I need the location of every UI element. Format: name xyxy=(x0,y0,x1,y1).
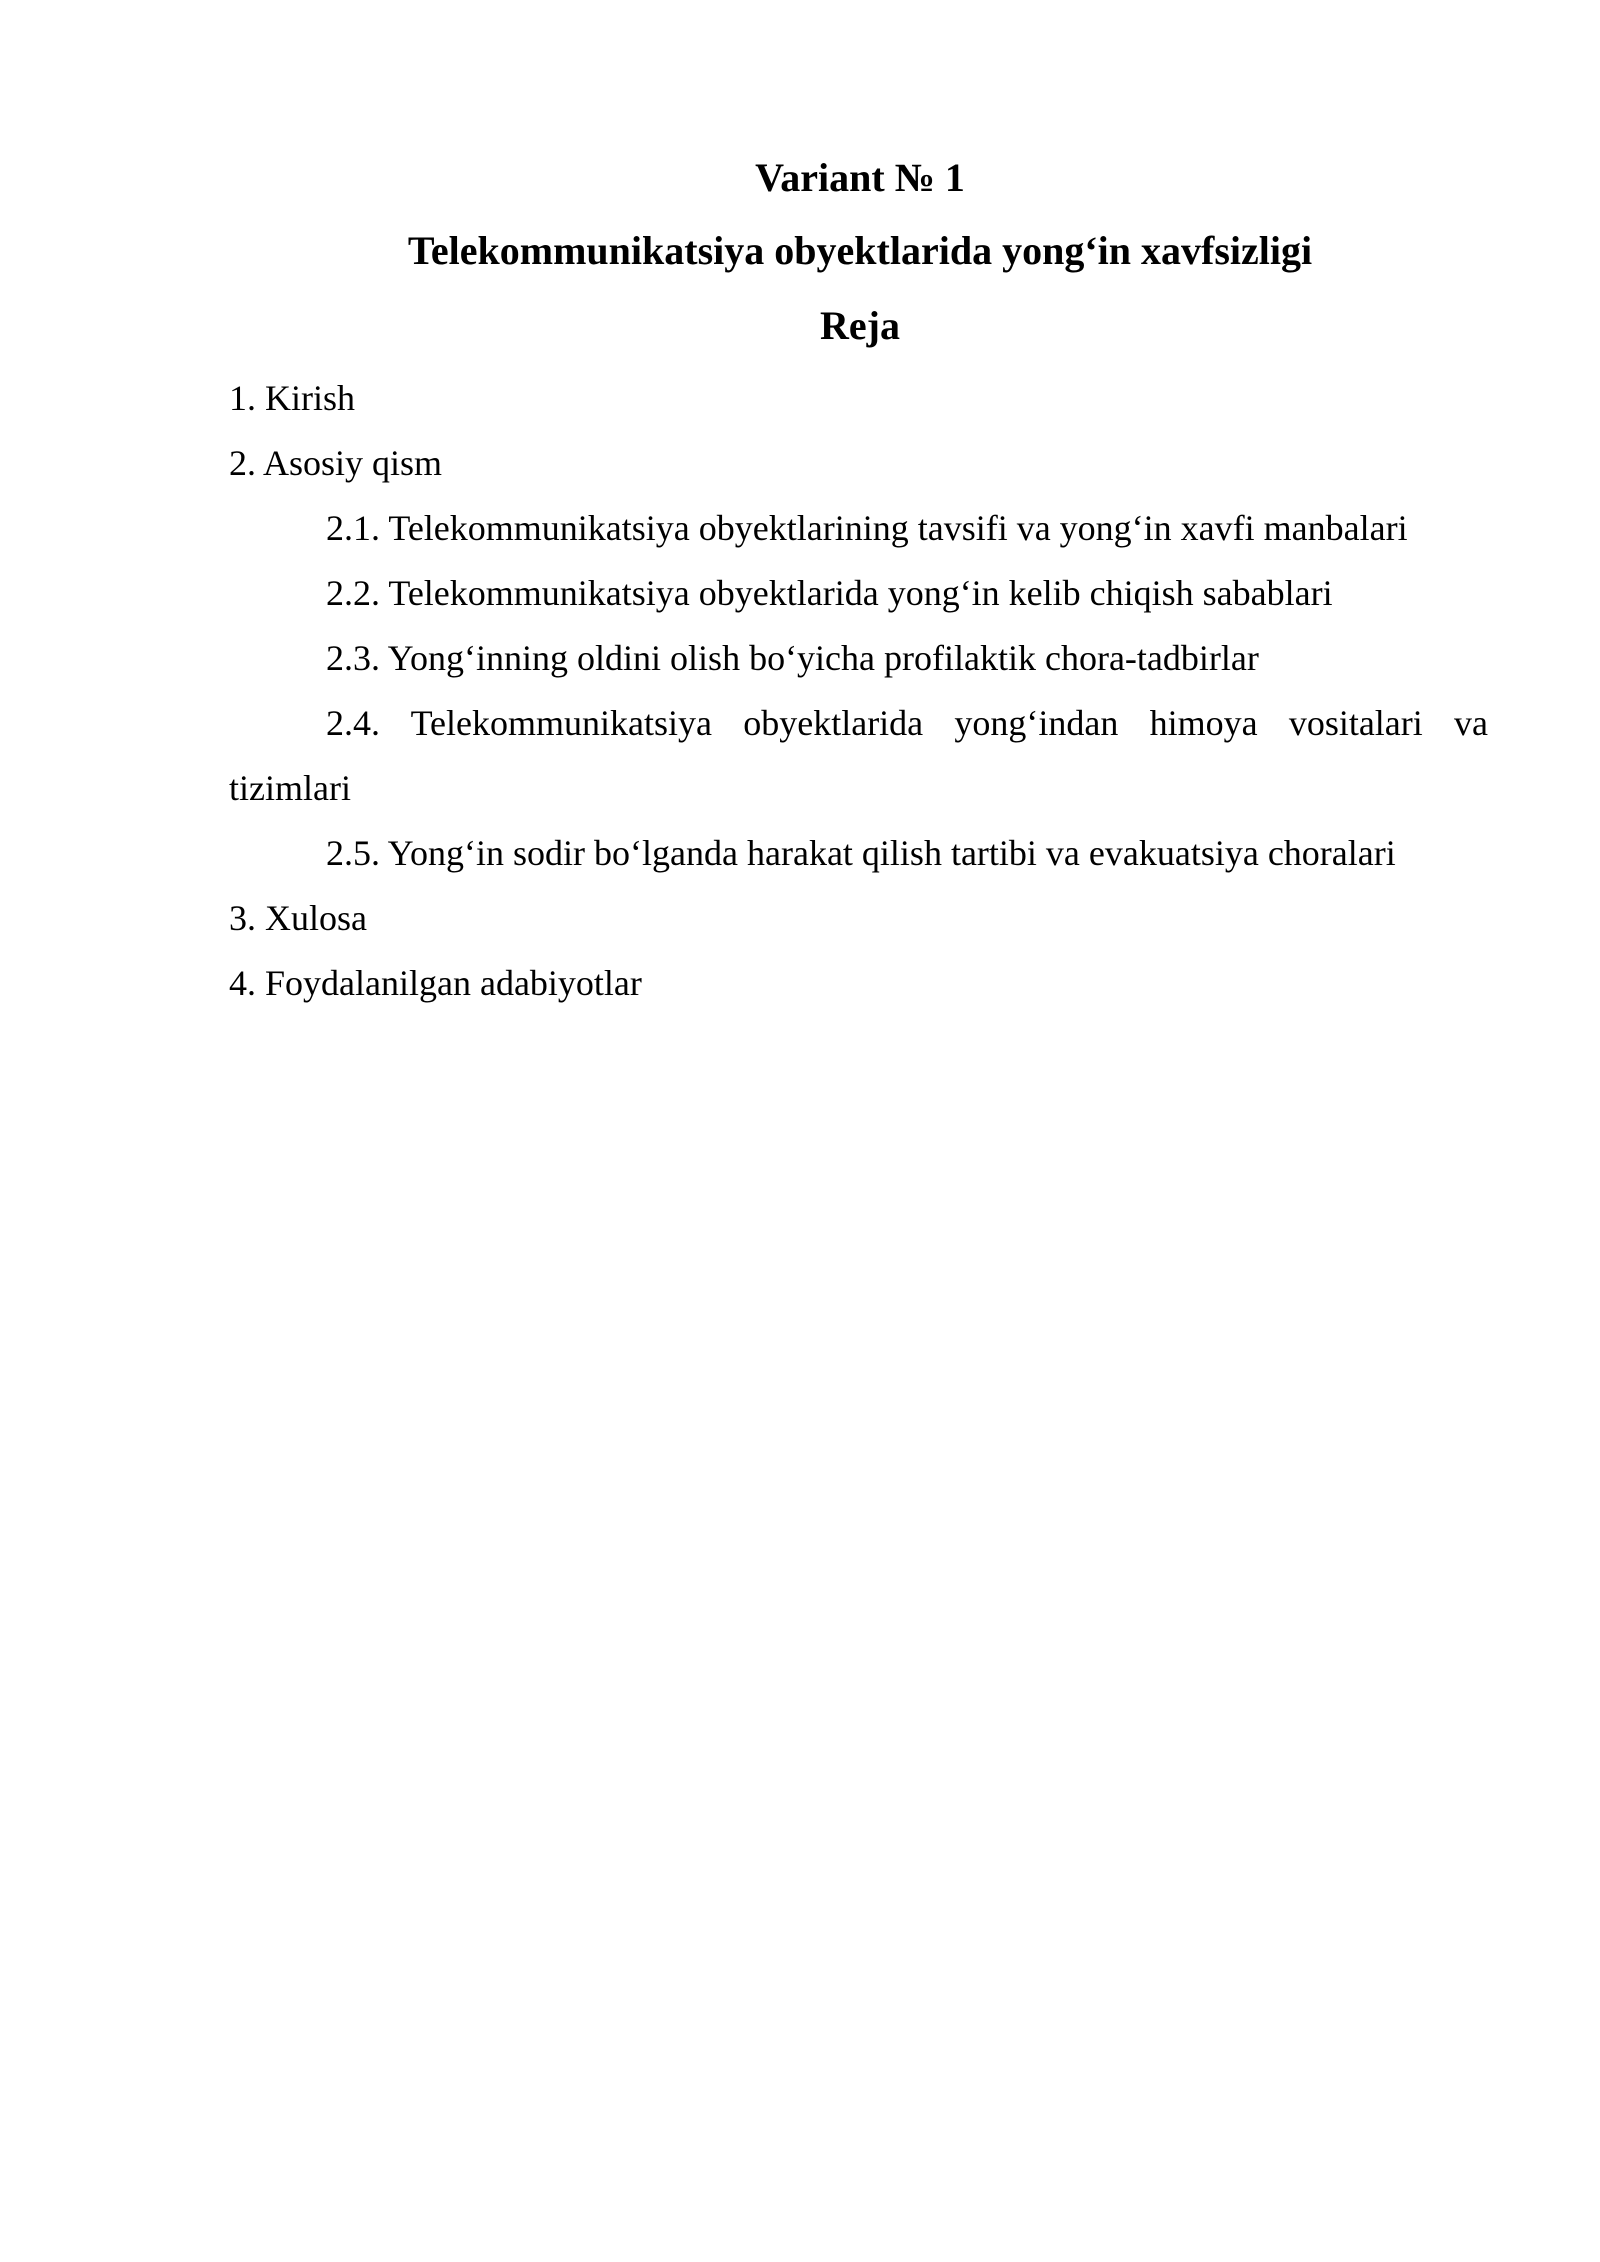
variant-heading: Variant № 1 xyxy=(755,155,965,200)
document-title: Telekommunikatsiya obyektlarida yong‘in xavfsizligi xyxy=(407,228,1313,273)
plan-item-kirish: 1. Kirish xyxy=(229,378,355,418)
plan-subitem-2-4-line2: tizimlari xyxy=(229,768,351,808)
plan-subitem-2-1: 2.1. Telekommunikatsiya obyektlarining tavsifi va yong‘in xavfi manbalari xyxy=(326,508,1408,548)
plan-subitem-2-5: 2.5. Yong‘in sodir bo‘lganda harakat qilish tartibi va evakuatsiya choralari xyxy=(326,833,1396,873)
plan-item-xulosa: 3. Xulosa xyxy=(229,898,367,938)
plan-item-adabiyotlar: 4. Foydalanilgan adabiyotlar xyxy=(229,963,642,1003)
plan-subitem-2-4-line1: 2.4. Telekommunikatsiya obyektlarida yong‘indan himoya vositalari va xyxy=(326,703,1488,743)
plan-subitem-2-2: 2.2. Telekommunikatsiya obyektlarida yong‘in kelib chiqish sabablari xyxy=(326,573,1333,613)
plan-heading: Reja xyxy=(820,303,900,348)
plan-subitem-2-3: 2.3. Yong‘inning oldini olish bo‘yicha profilaktik chora-tadbirlar xyxy=(326,638,1259,678)
plan-item-asosiy-qism: 2. Asosiy qism xyxy=(229,443,443,483)
